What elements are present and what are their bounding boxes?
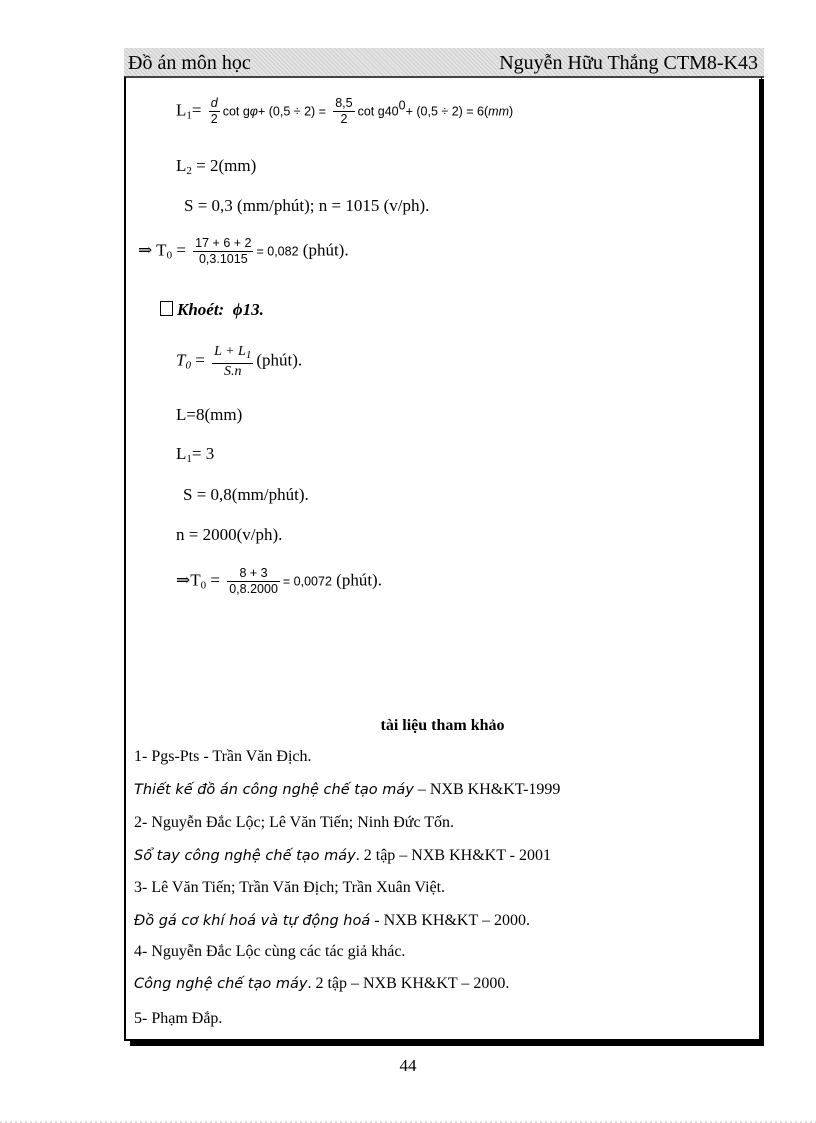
section-heading: Khoét: ϕ13. <box>160 300 264 320</box>
fraction: $\frac{8,5}{2}$ <box>335 96 353 126</box>
fraction: $\frac{17 + 6 + 2}{0,3.1015}$ <box>195 236 252 266</box>
frame-shadow-right <box>759 79 764 1046</box>
l1-value: $L_1= 3$ <box>176 444 215 465</box>
t0-formula: $T_0$ = $\frac{L + L_1}{S.n}$ (phút). <box>176 344 303 379</box>
fraction: $\frac{L + L_1}{S.n}$ <box>214 344 252 379</box>
t0-1-line: ⇒ $T_0$ = $\frac{17 + 6 + 2}{0,3.1015}$ = 0,082 (phút). <box>138 236 349 266</box>
ref-4-title: Công nghệ chế tạo máy. 2 tập – NXB KH&KT – 2000. <box>134 975 510 992</box>
page-header <box>124 48 764 78</box>
n2-line: n = 2000(v/ph). <box>176 525 283 544</box>
t0-2-line: $\Rightarrow T_0$ = $\frac{8 + 3}{0,8.2000}$ = 0,0072 (phút). <box>176 566 382 596</box>
ref-1-title: Thiết kế đồ án công nghệ chế tạo máy – NXB KH&KT-1999 <box>134 781 561 798</box>
s1-line: S = 0,3 (mm/phút); n = 1015 (v/ph). <box>184 196 430 215</box>
ref-4-author: 4- Nguyễn Đắc Lộc cùng các tác giả khác. <box>134 943 406 960</box>
s2-line: S = 0,8(mm/phút). <box>183 485 309 504</box>
ref-1-author: 1- Pgs-Pts - Trần Văn Địch. <box>134 748 312 765</box>
references-title: tài liệu tham khảo <box>380 717 505 734</box>
l-value: L=8(mm) <box>176 405 243 424</box>
l2-line: $L_2 = 2(mm)$ <box>176 156 257 177</box>
fraction: $\frac{d}{2}$ <box>210 96 218 126</box>
page-number: 44 <box>399 1056 417 1075</box>
fraction: $\frac{8 + 3}{0,8.2000}$ <box>229 566 278 596</box>
ref-3-title: Đồ gá cơ khí hoá và tự động hoá - NXB KH&KT – 2000. <box>134 912 530 929</box>
l1-formula: $L_1=$ $\frac{d}{2}$ cot gφ+ (0,5 ÷ 2) = $\frac{8,5}{2}$ $\cot g40^0+ (0,5 \div 2) = 6(mm)$ <box>176 96 514 126</box>
header-course: Đồ án môn học <box>128 52 251 74</box>
header-author: Nguyễn Hữu Thắng CTM8-K43 <box>499 52 758 74</box>
ref-2-title: Sổ tay công nghệ chế tạo máy. 2 tập – NXB KH&KT - 2001 <box>134 847 551 864</box>
frame-shadow-bottom <box>130 1041 764 1046</box>
ref-2-author: 2- Nguyễn Đắc Lộc; Lê Văn Tiến; Ninh Đức Tốn. <box>134 814 455 831</box>
ref-3-author: 3- Lê Văn Tiến; Trần Văn Địch; Trần Xuân Việt. <box>134 879 446 896</box>
ref-5-author: 5- Phạm Đắp. <box>134 1010 223 1027</box>
bullet-icon <box>160 301 173 316</box>
